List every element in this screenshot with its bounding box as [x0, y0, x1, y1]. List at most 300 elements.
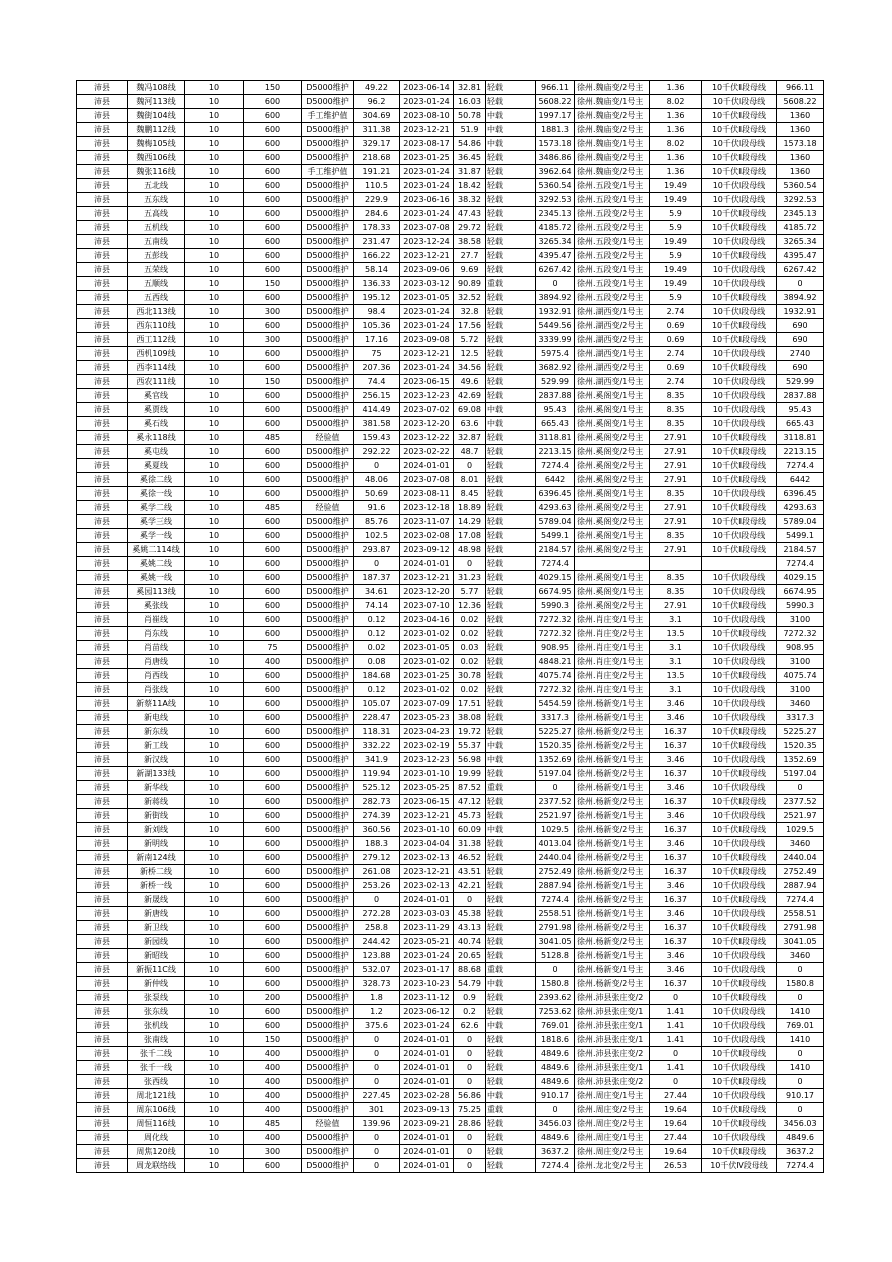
cell-date: 2024-01-01 [400, 1047, 454, 1061]
cell-result: 6267.42 [777, 263, 824, 277]
cell-substation: 徐州.五段变/1号主 [575, 193, 650, 207]
cell-result: 0 [777, 1103, 824, 1117]
cell-date: 2023-05-23 [400, 711, 454, 725]
cell-county: 沛县 [77, 865, 128, 879]
cell-line-name: 肖张线 [128, 683, 185, 697]
cell-load-level: 轻载 [486, 1131, 536, 1145]
cell-seg-value: 8.35 [650, 403, 702, 417]
cell-county: 沛县 [77, 599, 128, 613]
cell-available: 2213.15 [536, 445, 575, 459]
cell-load-rate: 0 [454, 1061, 486, 1075]
cell-available: 2558.51 [536, 907, 575, 921]
cell-county: 沛县 [77, 431, 128, 445]
cell-date: 2023-01-05 [400, 641, 454, 655]
cell-bus: 10千伏Ⅰ段母线 [702, 347, 777, 361]
cell-substation: 徐州.魏庙变/2号主 [575, 109, 650, 123]
cell-max-load: 105.07 [354, 697, 400, 711]
cell-bus: 10千伏Ⅰ段母线 [702, 641, 777, 655]
cell-line-name: 五机线 [128, 221, 185, 235]
cell-load-rate: 8.45 [454, 487, 486, 501]
cell-date: 2023-01-24 [400, 95, 454, 109]
table-row [77, 151, 824, 165]
cell-load-level: 轻载 [486, 837, 536, 851]
cell-result: 1573.18 [777, 137, 824, 151]
cell-bus: 10千伏Ⅱ段母线 [702, 431, 777, 445]
cell-load-rate: 18.42 [454, 179, 486, 193]
cell-available: 1352.69 [536, 753, 575, 767]
cell-result: 7272.32 [777, 627, 824, 641]
cell-load-level: 轻载 [486, 95, 536, 109]
cell-bus: 10千伏Ⅱ段母线 [702, 123, 777, 137]
cell-max-load: 0 [354, 893, 400, 907]
cell-bus: 10千伏Ⅱ段母线 [702, 207, 777, 221]
cell-load-rate: 62.6 [454, 1019, 486, 1033]
cell-county: 沛县 [77, 1019, 128, 1033]
cell-county: 沛县 [77, 655, 128, 669]
cell-voltage-kv: 10 [185, 599, 244, 613]
cell-seg-value: 2.74 [650, 375, 702, 389]
cell-capacity-ka: 600 [244, 627, 302, 641]
cell-load-rate: 16.03 [454, 95, 486, 109]
table-row [77, 935, 824, 949]
cell-load-rate: 32.87 [454, 431, 486, 445]
table-row [77, 627, 824, 641]
cell-substation: 徐州.沛县张庄变/1 [575, 1005, 650, 1019]
cell-load-rate: 0 [454, 1047, 486, 1061]
cell-method: D5000维护 [302, 95, 354, 109]
table-row [77, 501, 824, 515]
cell-method: D5000维护 [302, 1159, 354, 1173]
table-row [77, 305, 824, 319]
cell-substation: 徐州.奚阁变/1号主 [575, 571, 650, 585]
cell-date: 2023-07-09 [400, 697, 454, 711]
cell-max-load: 375.6 [354, 1019, 400, 1033]
table-row [77, 753, 824, 767]
cell-seg-value: 8.35 [650, 529, 702, 543]
cell-max-load: 0.12 [354, 613, 400, 627]
cell-load-rate: 0.02 [454, 627, 486, 641]
cell-available: 4029.15 [536, 571, 575, 585]
cell-load-rate: 45.73 [454, 809, 486, 823]
cell-date: 2023-06-16 [400, 193, 454, 207]
cell-voltage-kv: 10 [185, 473, 244, 487]
cell-voltage-kv: 10 [185, 319, 244, 333]
cell-load-level: 轻载 [486, 193, 536, 207]
cell-method: D5000维护 [302, 221, 354, 235]
cell-line-name: 五顺线 [128, 277, 185, 291]
cell-voltage-kv: 10 [185, 389, 244, 403]
cell-load-rate: 32.81 [454, 81, 486, 95]
cell-load-rate: 17.51 [454, 697, 486, 711]
cell-load-level: 轻载 [486, 473, 536, 487]
cell-substation: 徐州.五段变/1号主 [575, 179, 650, 193]
cell-available: 4849.6 [536, 1047, 575, 1061]
cell-available: 7274.4 [536, 459, 575, 473]
cell-line-name: 魏西106线 [128, 151, 185, 165]
cell-seg-value: 8.35 [650, 487, 702, 501]
cell-max-load: 123.88 [354, 949, 400, 963]
cell-substation: 徐州.杨新变/2号主 [575, 977, 650, 991]
cell-available: 3456.03 [536, 1117, 575, 1131]
cell-substation: 徐州.魏庙变/1号主 [575, 137, 650, 151]
cell-method: D5000维护 [302, 193, 354, 207]
cell-capacity-ka: 600 [244, 977, 302, 991]
cell-voltage-kv: 10 [185, 291, 244, 305]
cell-substation: 徐州.沛县张庄变/1 [575, 1019, 650, 1033]
cell-load-level: 轻载 [486, 669, 536, 683]
cell-method: D5000维护 [302, 1005, 354, 1019]
cell-load-rate: 47.12 [454, 795, 486, 809]
cell-capacity-ka: 600 [244, 445, 302, 459]
cell-load-rate: 0 [454, 557, 486, 571]
cell-line-name: 新仲线 [128, 977, 185, 991]
cell-date: 2024-01-01 [400, 1033, 454, 1047]
cell-capacity-ka: 600 [244, 851, 302, 865]
cell-max-load: 188.3 [354, 837, 400, 851]
cell-load-rate: 0.03 [454, 641, 486, 655]
cell-bus: 10千伏Ⅰ段母线 [702, 571, 777, 585]
table-row [77, 893, 824, 907]
table-body [77, 81, 824, 1173]
table-row [77, 249, 824, 263]
cell-result: 0 [777, 991, 824, 1005]
cell-load-rate: 0 [454, 1145, 486, 1159]
cell-county: 沛县 [77, 1159, 128, 1173]
cell-capacity-ka: 600 [244, 487, 302, 501]
cell-voltage-kv: 10 [185, 683, 244, 697]
cell-substation: 徐州.沛县张庄变/2 [575, 1075, 650, 1089]
cell-bus: 10千伏Ⅱ段母线 [702, 165, 777, 179]
table-row [77, 641, 824, 655]
cell-capacity-ka: 75 [244, 641, 302, 655]
cell-available: 7253.62 [536, 1005, 575, 1019]
cell-voltage-kv: 10 [185, 557, 244, 571]
cell-seg-value: 3.46 [650, 697, 702, 711]
cell-date: 2023-06-14 [400, 81, 454, 95]
cell-line-name: 新昭线 [128, 949, 185, 963]
cell-line-name: 魏冯108线 [128, 81, 185, 95]
cell-capacity-ka: 150 [244, 277, 302, 291]
cell-bus: 10千伏Ⅰ段母线 [702, 879, 777, 893]
cell-date: 2023-11-12 [400, 991, 454, 1005]
cell-county: 沛县 [77, 1061, 128, 1075]
cell-load-rate: 48.7 [454, 445, 486, 459]
cell-bus: 10千伏Ⅱ段母线 [702, 921, 777, 935]
cell-voltage-kv: 10 [185, 921, 244, 935]
cell-load-level: 轻载 [486, 1005, 536, 1019]
cell-county: 沛县 [77, 1103, 128, 1117]
cell-available: 2887.94 [536, 879, 575, 893]
cell-method: D5000维护 [302, 739, 354, 753]
cell-available: 4849.6 [536, 1131, 575, 1145]
cell-bus: 10千伏Ⅱ段母线 [702, 893, 777, 907]
cell-date: 2023-03-03 [400, 907, 454, 921]
cell-available: 5608.22 [536, 95, 575, 109]
table-row [77, 991, 824, 1005]
cell-available: 2440.04 [536, 851, 575, 865]
cell-available: 2837.88 [536, 389, 575, 403]
cell-bus: 10千伏Ⅱ段母线 [702, 109, 777, 123]
cell-seg-value: 0 [650, 1075, 702, 1089]
cell-max-load: 74.14 [354, 599, 400, 613]
cell-bus: 10千伏Ⅱ段母线 [702, 543, 777, 557]
cell-substation: 徐州.魏庙变/2号主 [575, 81, 650, 95]
cell-county: 沛县 [77, 641, 128, 655]
cell-date: 2024-01-01 [400, 557, 454, 571]
cell-seg-value: 3.1 [650, 655, 702, 669]
cell-load-rate: 31.87 [454, 165, 486, 179]
cell-voltage-kv: 10 [185, 781, 244, 795]
cell-result: 0 [777, 781, 824, 795]
cell-capacity-ka: 600 [244, 249, 302, 263]
cell-capacity-ka: 600 [244, 193, 302, 207]
cell-voltage-kv: 10 [185, 879, 244, 893]
cell-line-name: 周化线 [128, 1131, 185, 1145]
cell-seg-value: 27.44 [650, 1131, 702, 1145]
cell-seg-value: 13.5 [650, 669, 702, 683]
cell-voltage-kv: 10 [185, 375, 244, 389]
cell-voltage-kv: 10 [185, 529, 244, 543]
cell-county: 沛县 [77, 207, 128, 221]
cell-substation: 徐州.魏庙变/2号主 [575, 123, 650, 137]
cell-county: 沛县 [77, 403, 128, 417]
cell-capacity-ka: 600 [244, 879, 302, 893]
table-row [77, 977, 824, 991]
table-row [77, 1159, 824, 1173]
cell-method: D5000维护 [302, 893, 354, 907]
cell-method: D5000维护 [302, 1075, 354, 1089]
table-row [77, 207, 824, 221]
cell-method: D5000维护 [302, 263, 354, 277]
cell-result: 2740 [777, 347, 824, 361]
cell-method: D5000维护 [302, 935, 354, 949]
cell-available: 1580.8 [536, 977, 575, 991]
cell-county: 沛县 [77, 557, 128, 571]
cell-load-rate: 54.86 [454, 137, 486, 151]
cell-line-name: 张泵线 [128, 991, 185, 1005]
cell-method: D5000维护 [302, 711, 354, 725]
cell-county: 沛县 [77, 963, 128, 977]
cell-method: 经验值 [302, 1117, 354, 1131]
cell-load-level: 轻载 [486, 795, 536, 809]
cell-available: 5990.3 [536, 599, 575, 613]
cell-available: 7274.4 [536, 893, 575, 907]
cell-max-load: 329.17 [354, 137, 400, 151]
table-row [77, 95, 824, 109]
cell-seg-value: 16.37 [650, 795, 702, 809]
cell-load-level: 轻载 [486, 389, 536, 403]
cell-substation: 徐州.周庄变/2号主 [575, 1103, 650, 1117]
cell-method: 经验值 [302, 431, 354, 445]
table-row [77, 683, 824, 697]
cell-max-load: 74.4 [354, 375, 400, 389]
cell-load-rate: 27.7 [454, 249, 486, 263]
cell-county: 沛县 [77, 571, 128, 585]
cell-county: 沛县 [77, 1075, 128, 1089]
cell-capacity-ka: 485 [244, 1117, 302, 1131]
cell-method: D5000维护 [302, 81, 354, 95]
cell-seg-value: 1.41 [650, 1019, 702, 1033]
cell-date: 2023-09-21 [400, 1117, 454, 1131]
cell-seg-value: 8.35 [650, 389, 702, 403]
cell-county: 沛县 [77, 1131, 128, 1145]
cell-voltage-kv: 10 [185, 893, 244, 907]
cell-result: 3460 [777, 949, 824, 963]
cell-line-name: 张机线 [128, 1019, 185, 1033]
cell-seg-value: 27.91 [650, 473, 702, 487]
cell-load-rate: 40.74 [454, 935, 486, 949]
cell-substation: 徐州.奚阁变/1号主 [575, 417, 650, 431]
cell-result: 5225.27 [777, 725, 824, 739]
cell-date: 2023-02-08 [400, 529, 454, 543]
cell-county: 沛县 [77, 949, 128, 963]
cell-bus: 10千伏Ⅰ段母线 [702, 837, 777, 851]
cell-result: 1410 [777, 1061, 824, 1075]
cell-date: 2023-08-11 [400, 487, 454, 501]
cell-seg-value: 1.41 [650, 1033, 702, 1047]
cell-load-rate: 38.32 [454, 193, 486, 207]
cell-capacity-ka: 600 [244, 585, 302, 599]
cell-load-rate: 0.02 [454, 613, 486, 627]
cell-bus: 10千伏Ⅰ段母线 [702, 753, 777, 767]
cell-max-load: 34.61 [354, 585, 400, 599]
cell-line-name: 张千二线 [128, 1047, 185, 1061]
cell-bus: 10千伏Ⅰ段母线 [702, 1061, 777, 1075]
cell-result: 0 [777, 277, 824, 291]
cell-max-load: 0 [354, 1131, 400, 1145]
cell-capacity-ka: 600 [244, 907, 302, 921]
cell-available: 3339.99 [536, 333, 575, 347]
cell-max-load: 227.45 [354, 1089, 400, 1103]
cell-county: 沛县 [77, 1145, 128, 1159]
cell-available: 0 [536, 963, 575, 977]
cell-seg-value: 27.91 [650, 501, 702, 515]
cell-county: 沛县 [77, 739, 128, 753]
cell-bus: 10千伏Ⅰ段母线 [702, 403, 777, 417]
cell-line-name: 新桥一线 [128, 879, 185, 893]
cell-date: 2023-12-21 [400, 571, 454, 585]
cell-substation: 徐州.杨新变/2号主 [575, 865, 650, 879]
cell-seg-value: 5.9 [650, 207, 702, 221]
table-row [77, 445, 824, 459]
cell-load-level: 轻载 [486, 697, 536, 711]
cell-bus: 10千伏Ⅰ段母线 [702, 963, 777, 977]
cell-bus: 10千伏Ⅰ段母线 [702, 263, 777, 277]
cell-county: 沛县 [77, 459, 128, 473]
cell-capacity-ka: 600 [244, 179, 302, 193]
cell-bus: 10千伏Ⅱ段母线 [702, 977, 777, 991]
table-row [77, 347, 824, 361]
cell-date: 2023-01-24 [400, 179, 454, 193]
cell-load-rate: 88.68 [454, 963, 486, 977]
cell-county: 沛县 [77, 1089, 128, 1103]
cell-substation: 徐州.奚阁变/2号主 [575, 473, 650, 487]
cell-max-load: 58.14 [354, 263, 400, 277]
cell-available: 5449.56 [536, 319, 575, 333]
cell-substation: 徐州.杨新变/2号主 [575, 823, 650, 837]
cell-method: 手工维护值 [302, 109, 354, 123]
cell-date: 2023-12-18 [400, 501, 454, 515]
cell-voltage-kv: 10 [185, 151, 244, 165]
cell-line-name: 奚学二线 [128, 501, 185, 515]
cell-seg-value: 1.36 [650, 151, 702, 165]
cell-line-name: 奚永118线 [128, 431, 185, 445]
table-row [77, 655, 824, 669]
cell-capacity-ka: 485 [244, 431, 302, 445]
cell-line-name: 五彭线 [128, 249, 185, 263]
cell-seg-value: 1.41 [650, 1061, 702, 1075]
cell-date: 2023-12-21 [400, 809, 454, 823]
cell-method: D5000维护 [302, 669, 354, 683]
cell-capacity-ka: 600 [244, 893, 302, 907]
cell-load-rate: 9.69 [454, 263, 486, 277]
cell-capacity-ka: 600 [244, 319, 302, 333]
cell-bus: 10千伏Ⅰ段母线 [702, 305, 777, 319]
cell-load-level: 中载 [486, 403, 536, 417]
table-row [77, 571, 824, 585]
cell-available: 3682.92 [536, 361, 575, 375]
cell-county: 沛县 [77, 991, 128, 1005]
cell-capacity-ka: 600 [244, 739, 302, 753]
cell-county: 沛县 [77, 137, 128, 151]
cell-max-load: 118.31 [354, 725, 400, 739]
cell-load-rate: 0 [454, 1033, 486, 1047]
cell-available: 2521.97 [536, 809, 575, 823]
cell-capacity-ka: 600 [244, 711, 302, 725]
cell-date: 2023-10-23 [400, 977, 454, 991]
cell-bus: 10千伏Ⅰ段母线 [702, 487, 777, 501]
cell-load-level: 轻载 [486, 907, 536, 921]
cell-seg-value: 3.46 [650, 837, 702, 851]
cell-result: 1029.5 [777, 823, 824, 837]
cell-capacity-ka: 600 [244, 207, 302, 221]
table-row [77, 739, 824, 753]
cell-county: 沛县 [77, 627, 128, 641]
cell-result: 3460 [777, 837, 824, 851]
cell-seg-value: 1.36 [650, 109, 702, 123]
cell-load-rate: 17.56 [454, 319, 486, 333]
cell-load-level: 轻载 [486, 1061, 536, 1075]
cell-date: 2023-04-04 [400, 837, 454, 851]
cell-load-rate: 29.72 [454, 221, 486, 235]
table-row [77, 1131, 824, 1145]
cell-max-load: 195.12 [354, 291, 400, 305]
table-row [77, 823, 824, 837]
cell-method: D5000维护 [302, 277, 354, 291]
cell-max-load: 0.02 [354, 641, 400, 655]
cell-capacity-ka: 600 [244, 753, 302, 767]
cell-bus: 10千伏Ⅱ段母线 [702, 515, 777, 529]
cell-max-load: 311.38 [354, 123, 400, 137]
table-row [77, 1075, 824, 1089]
cell-available: 0 [536, 1103, 575, 1117]
cell-capacity-ka: 600 [244, 221, 302, 235]
cell-seg-value: 16.37 [650, 739, 702, 753]
cell-capacity-ka: 600 [244, 137, 302, 151]
cell-bus: 10千伏Ⅰ段母线 [702, 137, 777, 151]
cell-method: D5000维护 [302, 1089, 354, 1103]
cell-substation: 徐州.杨新变/2号主 [575, 851, 650, 865]
cell-seg-value: 16.37 [650, 921, 702, 935]
cell-max-load: 48.06 [354, 473, 400, 487]
cell-available: 0 [536, 277, 575, 291]
cell-seg-value: 16.37 [650, 935, 702, 949]
cell-substation: 徐州.奚阁变/1号主 [575, 403, 650, 417]
cell-max-load: 96.2 [354, 95, 400, 109]
table-row [77, 235, 824, 249]
cell-capacity-ka: 600 [244, 361, 302, 375]
cell-date: 2023-12-21 [400, 347, 454, 361]
